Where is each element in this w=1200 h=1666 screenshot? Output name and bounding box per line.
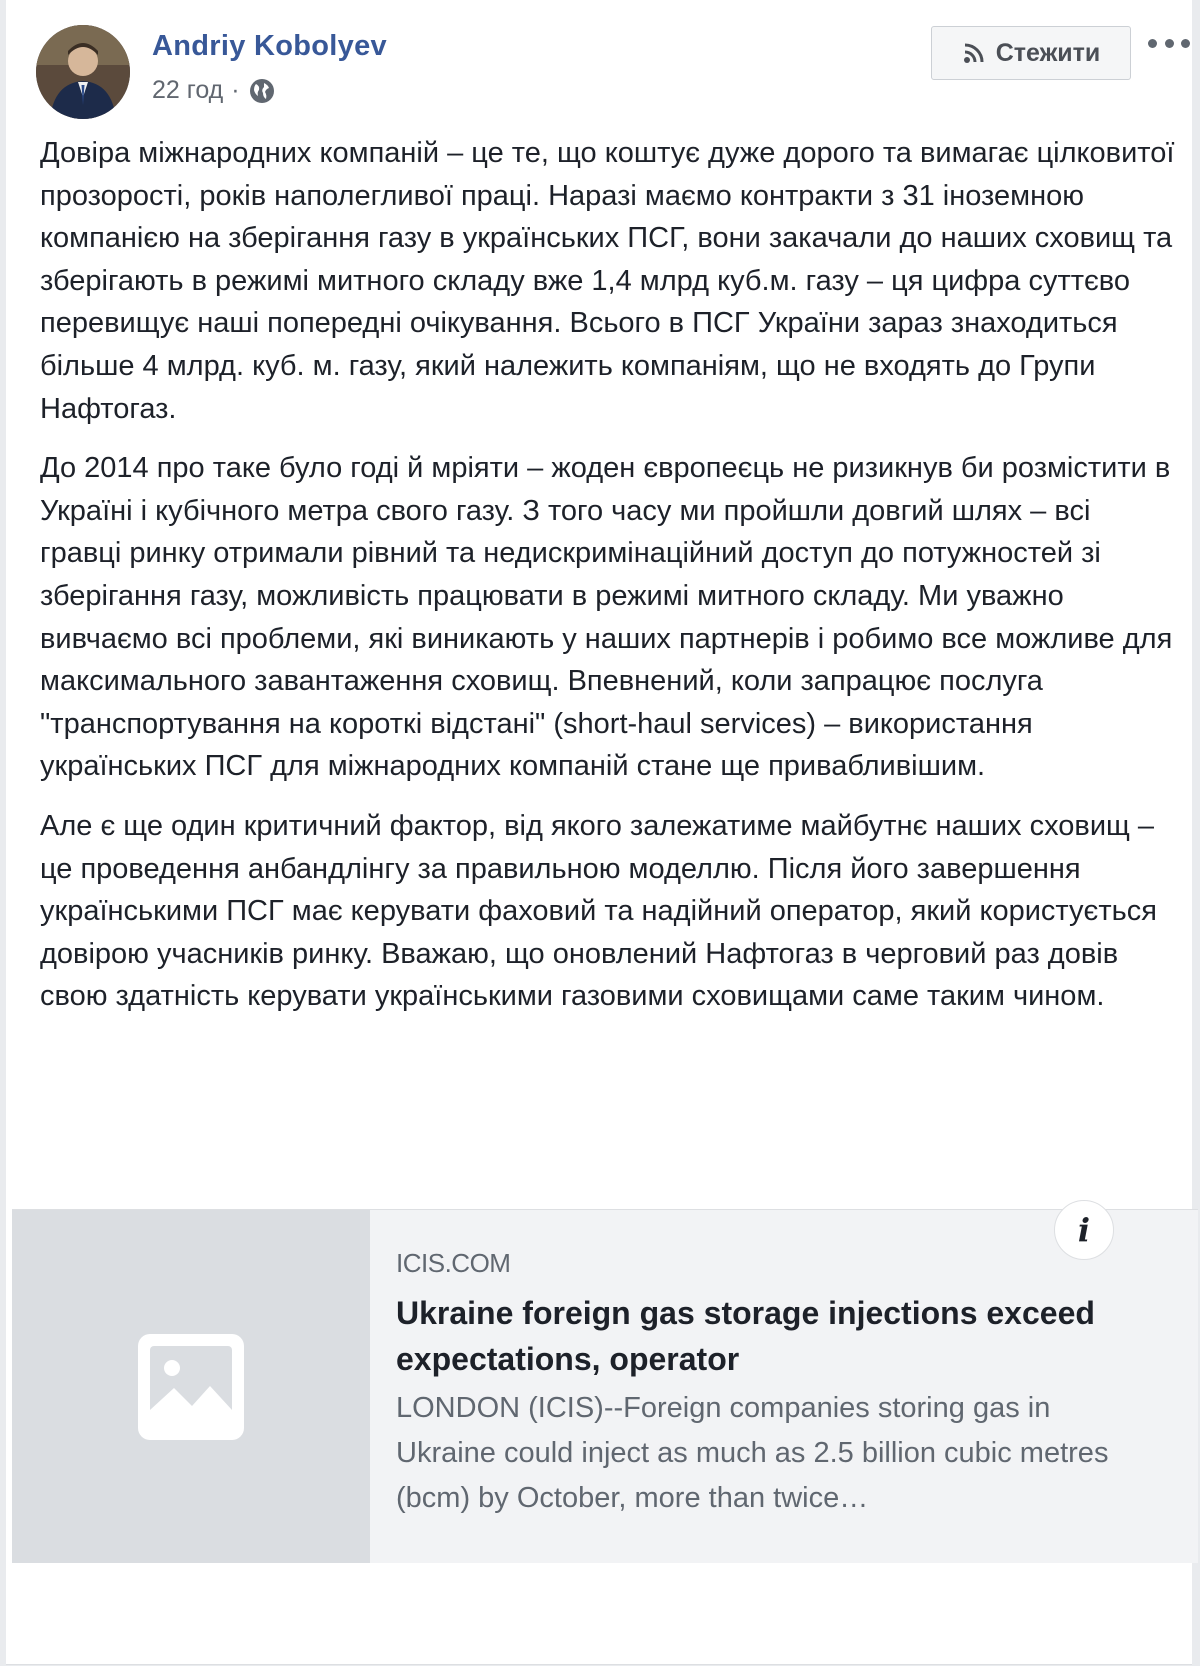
link-domain: ICIS.COM [396, 1248, 511, 1278]
link-thumbnail[interactable] [12, 1210, 370, 1563]
author-name[interactable]: Andriy Kobolyev [152, 30, 387, 62]
more-dot [1181, 39, 1190, 48]
meta-separator: · [231, 76, 240, 104]
link-preview[interactable] [12, 1209, 1198, 1563]
post-meta [152, 76, 276, 105]
globe-icon[interactable] [248, 77, 276, 105]
link-description: LONDON (ICIS)--Foreign companies storing gas in Ukraine could inject as much as 2.5 billion cubic metres (bcm) by October, more than twice… [396, 1392, 1109, 1514]
post-paragraph: До 2014 про таке було годі й мріяти – жоден європеєць не ризикнув би розмістити в Україні і кубічного метра свого газу. З того часу ми пройшли довгий шлях – всі гравці ринку отримали рівний та недискримінаційний доступ до потужностей зі зберігання газу, можливість працювати в режимі митного складу. Ми уважно вивчаємо всі проблеми, які виникають у наших партнерів і робимо все можливе для максимального завантаження сховищ. Впевнений, коли запрацює послуга "транспортування на короткі відстані" (short-haul services) – використання українських ПСГ для міжнародних компаній стане ще привабливішим. [40, 452, 1173, 783]
avatar[interactable] [36, 25, 130, 119]
post-timestamp[interactable]: 22 год [152, 76, 224, 104]
rss-icon [962, 41, 986, 65]
image-placeholder-icon [136, 1332, 246, 1442]
more-dot [1165, 39, 1174, 48]
follow-label: Стежити [995, 38, 1101, 67]
more-options-icon[interactable] [1148, 30, 1190, 56]
post-text [40, 132, 1175, 1035]
post-paragraph: Довіра міжнародних компаній – це те, що коштує дуже дорого та вимагає цілковитої прозорості, років наполегливої праці. Наразі маємо контракти з 31 іноземною компанією на зберігання газу в українських ПСГ, вони закачали до наших сховищ та зберігають в режимі митного складу вже 1,4 млрд куб.м. газу – ця цифра суттєво перевищує наші попередні очікування. Всього в ПСГ України зараз знаходиться більше 4 млрд. куб. м. газу, який належить компаніям, що не входять до Групи Нафтогаз. [40, 137, 1175, 425]
post-card [6, 0, 1192, 1665]
link-title[interactable]: Ukraine foreign gas storage injections exceed expectations, operator [396, 1295, 1095, 1377]
post-paragraph: Але є ще один критичний фактор, від якого залежатиме майбутнє наших сховищ – це проведення анбандлінгу за правильною моделлю. Після його завершення українськими ПСГ має керувати фаховий та надійний оператор, який користується довірою учасників ринку. Вважаю, що оновлений Нафтогаз в черговий раз довів свою здатність керувати українськими газовими сховищами саме таким чином. [40, 809, 1157, 1013]
info-icon[interactable]: i [1054, 1200, 1114, 1260]
more-dot [1148, 39, 1157, 48]
follow-button[interactable] [931, 26, 1131, 80]
